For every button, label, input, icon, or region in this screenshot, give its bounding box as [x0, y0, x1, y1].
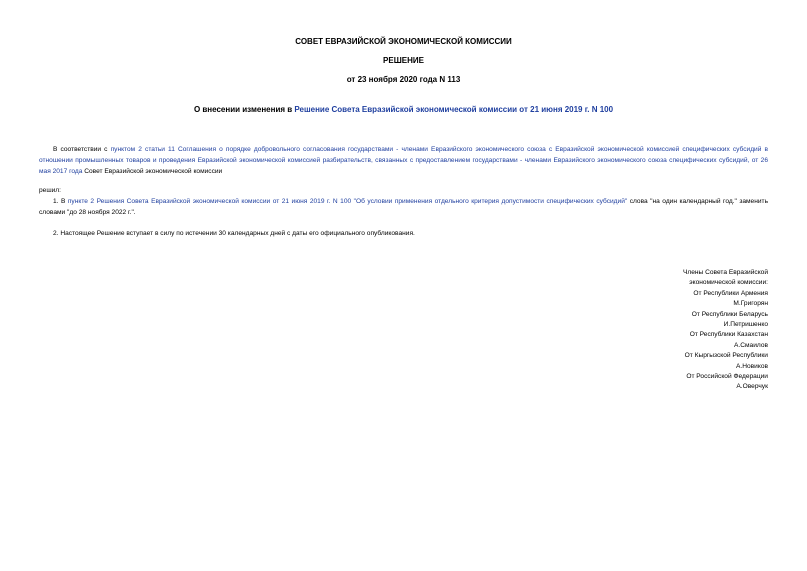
item-1-text-1: 1. В — [53, 198, 68, 205]
signature-line: И.Петришенко — [723, 320, 768, 328]
signature-line: М.Григорян — [733, 300, 768, 308]
signature-line: Члены Совета Евразийской — [682, 269, 768, 276]
signature-line: А.Смаилов — [734, 341, 768, 349]
organization-heading: СОВЕТ ЕВРАЗИЙСКОЙ ЭКОНОМИЧЕСКОЙ КОМИССИИ — [295, 37, 512, 46]
item-1-paragraph — [39, 196, 768, 218]
signature-line: От Республики Беларусь — [691, 310, 768, 318]
document-title — [0, 105, 807, 114]
signature-line: А.Новиков — [736, 362, 768, 370]
signatures-block — [683, 268, 768, 393]
signature-line: экономической комиссии: — [689, 279, 768, 287]
preamble-paragraph — [39, 144, 768, 177]
preamble-text-2: Совет Евразийской экономической комиссии — [82, 168, 223, 175]
signature-line: От Российской Федерации — [686, 372, 768, 380]
item-1-text-2: слова "на один календарный год." заменить словами "до 28 ноября 2022 г.". — [39, 198, 769, 216]
item-2-text: 2. Настоящее Решение вступает в силу по истечении 30 календарных дней с даты его официального опубликования. — [53, 230, 415, 237]
signature-line: От Кыргызской Республики — [684, 352, 768, 360]
decision-item-link[interactable]: пункте 2 Решения Совета Евразийской экономической комиссии от 21 июня 2019 г. N 100 "Об условии применения отдельного критерия допустимости специфических субсидий" — [67, 198, 628, 205]
document-type-heading: РЕШЕНИЕ — [383, 56, 424, 65]
title-link[interactable]: Решение Совета Евразийской экономической комиссии от 21 июня 2019 г. N 100 — [294, 105, 614, 114]
decided-label: решил: — [39, 187, 61, 194]
date-number-heading: от 23 ноября 2020 года N 113 — [346, 75, 461, 84]
title-prefix: О внесении изменения в — [193, 105, 295, 114]
item-2-paragraph — [39, 228, 768, 239]
signature-line: А.Оверчук — [736, 383, 768, 391]
agreement-link[interactable]: пунктом 2 статьи 11 Соглашения о порядке добровольного согласования государствами - членами Евразийского экономического союза с Евразийской экономической комиссией специфических субсидий в отношении промышленных товаров и проведения Евразийской экономической комиссией разбирательств, связанных с предоставлением государствами - членами Евразийского экономического союза специфических субсидий, от 26 мая 2017 года — [39, 146, 769, 175]
signature-line: От Республики Казахстан — [689, 331, 768, 339]
preamble-text-1: В соответствии с — [53, 146, 111, 153]
signature-line: От Республики Армения — [693, 289, 768, 297]
